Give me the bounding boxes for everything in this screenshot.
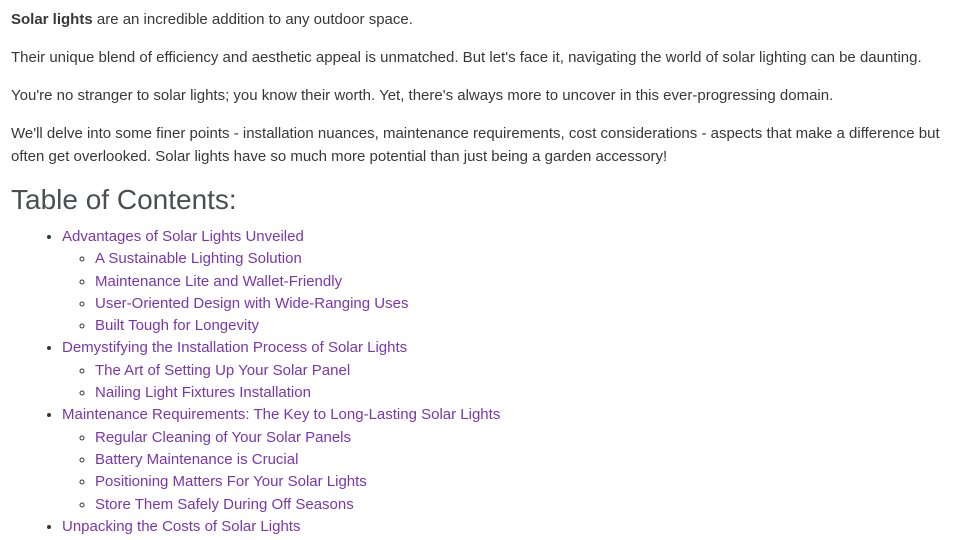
toc-sublink[interactable]: Maintenance Lite and Wallet-Friendly <box>95 272 343 290</box>
toc-link[interactable]: Unpacking the Costs of Solar Lights <box>62 517 301 535</box>
intro-paragraph-1-text: are an incredible addition to any outdoor space. <box>92 11 413 28</box>
intro-paragraph-3: You're no stranger to solar lights; you know their worth. Yet, there's always more to uncover in this ever-progressing domain. <box>11 87 834 104</box>
toc-sublink[interactable]: Built Tough for Longevity <box>95 317 259 335</box>
toc-sublist <box>62 427 946 516</box>
toc-sublist <box>62 360 946 405</box>
toc-sublink[interactable]: Regular Cleaning of Your Solar Panels <box>95 428 352 446</box>
toc-subitem <box>95 293 946 315</box>
toc-item <box>62 516 946 538</box>
toc-sublink[interactable]: User-Oriented Design with Wide-Ranging Uses <box>95 294 409 312</box>
intro-paragraph-2: Their unique blend of efficiency and aesthetic appeal is unmatched. But let's face it, navigating the world of solar lighting can be daunting. <box>11 49 922 66</box>
toc-subitem <box>95 471 946 493</box>
toc-sublink[interactable]: Positioning Matters For Your Solar Lights <box>95 473 367 491</box>
intro-paragraph-1 <box>11 8 946 31</box>
toc-sublink[interactable]: The Art of Setting Up Your Solar Panel <box>95 361 351 379</box>
toc-subitem <box>95 494 946 516</box>
toc-link[interactable]: Demystifying the Installation Process of Solar Lights <box>62 339 408 357</box>
intro-paragraph-4: We'll delve into some finer points - installation nuances, maintenance requirements, cost considerations - aspects that make a difference but often get overlooked. Solar lights have so much more potential than just being a garden accessory! <box>11 125 940 165</box>
toc-link[interactable]: Advantages of Solar Lights Unveiled <box>62 228 304 245</box>
toc-subitem <box>95 248 946 270</box>
toc-subitem <box>95 427 946 449</box>
toc-subitem <box>95 271 946 293</box>
toc-heading: Table of Contents: <box>11 184 237 215</box>
toc-sublist <box>62 248 946 337</box>
table-of-contents-list <box>11 226 946 538</box>
toc-item <box>62 226 946 337</box>
toc-sublink[interactable]: Store Them Safely During Off Seasons <box>95 495 354 513</box>
toc-item <box>62 337 946 404</box>
toc-sublink[interactable]: Battery Maintenance is Crucial <box>95 450 299 468</box>
toc-sublink[interactable]: A Sustainable Lighting Solution <box>95 250 302 268</box>
article-content <box>11 8 946 538</box>
toc-sublink[interactable]: Nailing Light Fixtures Installation <box>95 384 311 402</box>
intro-bold-lead: Solar lights <box>11 11 93 28</box>
toc-subitem <box>95 360 946 382</box>
toc-link[interactable]: Maintenance Requirements: The Key to Long-Lasting Solar Lights <box>62 406 501 424</box>
toc-item <box>62 404 946 515</box>
toc-subitem <box>95 449 946 471</box>
toc-subitem <box>95 382 946 404</box>
toc-subitem <box>95 315 946 337</box>
